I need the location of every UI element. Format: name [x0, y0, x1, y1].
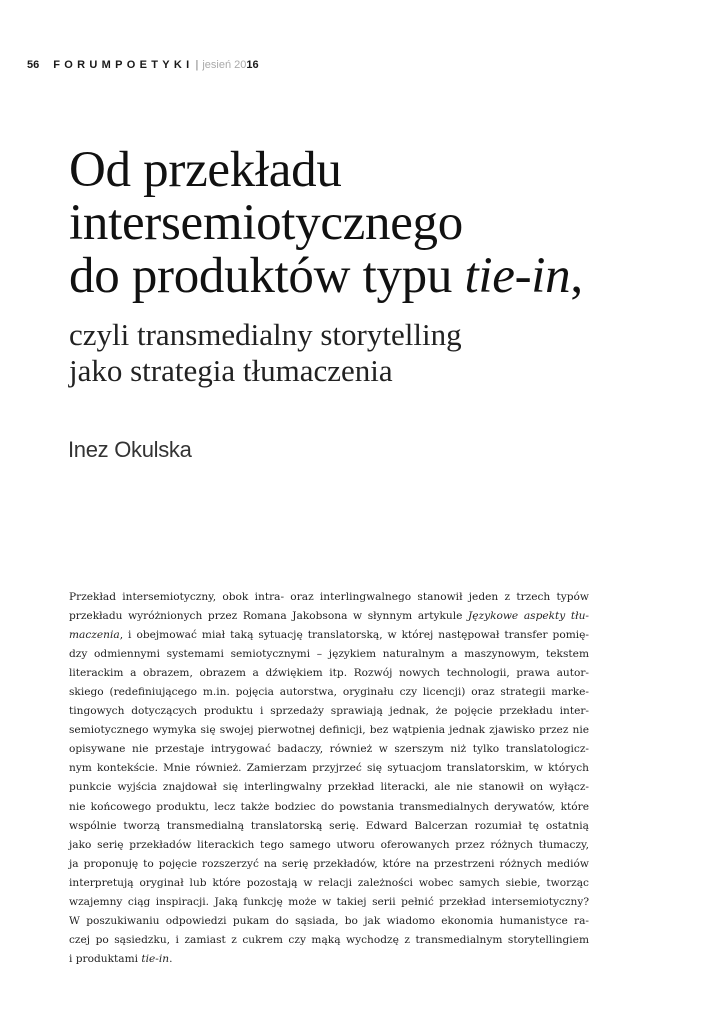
abstract-cited-title: maczenia [69, 629, 120, 642]
title-line-1: Od przekładu [69, 142, 342, 198]
abstract-line: literackim a obrazem, obrazem a dźwiękiem itp. Rozwój nowych technologii, prawa autor- [69, 667, 589, 680]
abstract-line [69, 607, 589, 626]
title-line-3 [69, 250, 583, 303]
abstract-line [69, 950, 589, 969]
abstract-line: wspólnie tworzą transmedialną translatorską serię. Edward Balcerzan rozumiał tę ostatnią [69, 819, 589, 832]
header-separator: | [195, 59, 199, 71]
abstract-line: punkcie wyjścia znajdował się interlingwalny przekład literacki, ale nie stanowił on wyłącz- [69, 781, 589, 794]
journal-name: FORUMPOETYKI [53, 59, 194, 71]
title-comma: , [570, 248, 583, 304]
abstract-text: przekładu wyróżnionych przez Romana Jakobsona w słynnym artykule [69, 610, 468, 623]
issue-year-suffix: 16 [246, 59, 259, 71]
issue-season: jesień 20 [202, 59, 247, 71]
abstract-line: tingowych dotyczących produktu i sprzedaży sprawiają jednak, że pojęcie przekładu inter- [69, 705, 589, 718]
subtitle-line-1: czyli transmedialny storytelling [69, 317, 462, 352]
abstract-line: skiego (redefiniującego m.in. pojęcia autorstwa, oryginału czy licencji) oraz strategii marke- [69, 686, 589, 699]
abstract-line: dzy odmiennymi systemami semiotycznymi – językiem naturalnym a maszynowym, tekstem [69, 648, 589, 661]
abstract-line: nie końcowego produktu, lecz także bodziec do powstania transmedialnych derywatów, które [69, 800, 589, 813]
abstract-tie-in: tie-in [141, 952, 170, 965]
abstract-line [69, 626, 589, 645]
title-tie-in: tie-in [464, 248, 571, 304]
article-title [69, 144, 583, 303]
abstract-line: interpretują oryginał lub które pozostają w relacji zależności wobec samych siebie, tworząc [69, 876, 589, 889]
title-line-3-prefix: do produktów typu [69, 248, 465, 304]
abstract-line: W poszukiwaniu odpowiedzi pukam do sąsiada, bo jak wiadomo ekonomia humanistyce ra- [69, 914, 589, 927]
page-number: 56 [27, 59, 40, 71]
abstract-line: Przekład intersemiotyczny, obok intra- oraz interlingwalnego stanowił jeden z trzech typów [69, 591, 589, 603]
abstract-line: jako serię przekładów literackich tego samego utworu oferowanych przez różnych tłumaczy, [69, 838, 589, 851]
abstract-line: ja proponuję to pojęcie rozszerzyć na serię przekładów, które na przestrzeni różnych mediów [69, 857, 589, 870]
abstract-line: wzajemny ciąg inspiracji. Jaką funkcję może w takiej serii pełnić przekład intersemiotyczny? [69, 895, 589, 908]
author-name: Inez Okulska [68, 437, 192, 462]
subtitle-line-2: jako strategia tłumaczenia [69, 353, 393, 388]
abstract-line: semiotycznego wymyka się swojej pierwotnej definicji, bez wątpienia jednak zjawisko przez nie [69, 724, 589, 737]
abstract-line: opisywane nie przestaje intrygować badaczy, również w szerszym niż tylko translatologicz- [69, 743, 589, 756]
abstract [69, 588, 589, 969]
abstract-period: . [169, 952, 173, 965]
abstract-text: i produktami [69, 952, 142, 965]
abstract-line: czej po sąsiedzku, i zamiast z cukrem czy mąką wychodzę z transmedialnym storytellingiem [69, 933, 589, 946]
title-line-2: intersemiotycznego [69, 195, 463, 251]
running-header [27, 58, 259, 72]
abstract-line: nym kontekście. Mnie również. Zamierzam przyjrzeć się sytuacjom translatorskim, w których [69, 762, 589, 775]
article-subtitle [69, 317, 462, 389]
abstract-cited-title: Językowe aspekty tłu- [467, 610, 589, 623]
abstract-text: , i obejmować miał taką sytuację translatorską, w której następował transfer pomię- [119, 629, 589, 642]
